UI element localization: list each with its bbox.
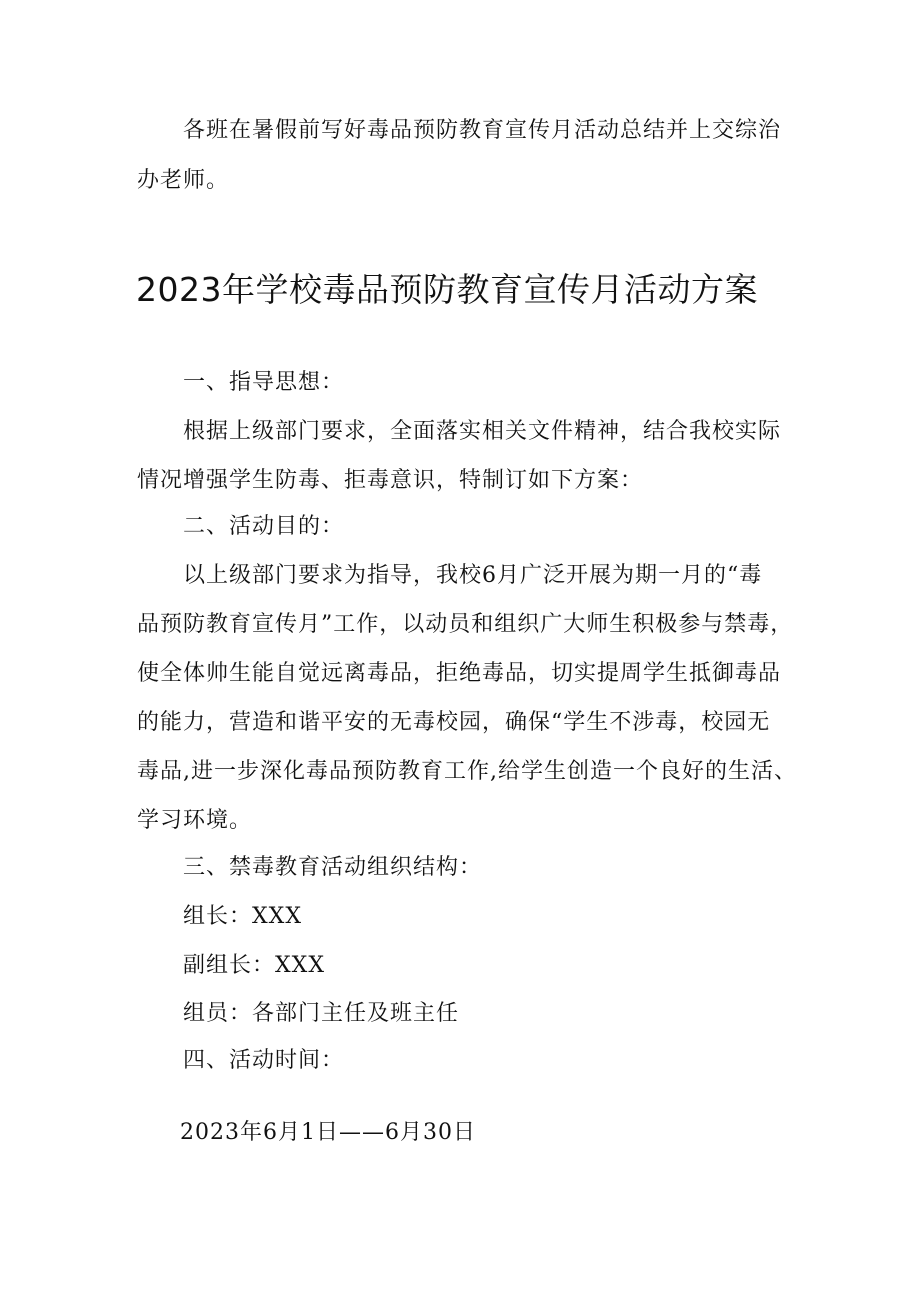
- intro-line-1: 各班在暑假前写好毒品预防教育宣传月活动总结并上交综治: [183, 118, 782, 143]
- date-line: 2023年6月1日——6月30日: [180, 1120, 476, 1145]
- paragraph-line: 使全体帅生能自觉远离毒品，拒绝毒品，切实提周学生抵御毒品: [137, 661, 782, 686]
- paragraph-line: 品预防教育宣传月”工作，以动员和组织广大师生积极参与禁毒，: [137, 612, 794, 637]
- paragraph-line: 组长：XXX: [183, 904, 302, 929]
- section-heading-4: 四、活动时间：: [183, 1048, 345, 1073]
- intro-line-2: 办老师。: [137, 168, 230, 193]
- section-heading-3: 三、禁毒教育活动组织结构：: [183, 855, 483, 880]
- section-heading-2: 二、活动目的：: [183, 514, 345, 539]
- paragraph-line: 以上级部门要求为指导，我校6月广泛开展为期一月的“毒: [183, 563, 763, 588]
- section-heading-1: 一、指导思想：: [183, 370, 345, 395]
- paragraph-line: 的能力，营造和谐平安的无毒校园，确保“学生不涉毒，校园无: [137, 710, 771, 735]
- paragraph-line: 根据上级部门要求，全面落实相关文件精神，结合我校实际: [183, 419, 782, 444]
- document-title: 2023年学校毒品预防教育宣传月活动方案: [136, 270, 758, 309]
- paragraph-line: 学习环境。: [137, 808, 253, 833]
- paragraph-line: 毒品,进一步深化毒品预防教育工作,给学生创造一个良好的生活、: [137, 759, 797, 784]
- paragraph-line: 情况增强学生防毒、拒毒意识，特制订如下方案：: [137, 468, 644, 493]
- paragraph-line: 组员：各部门主任及班主任: [183, 1001, 460, 1026]
- paragraph-line: 副组长：XXX: [183, 953, 325, 978]
